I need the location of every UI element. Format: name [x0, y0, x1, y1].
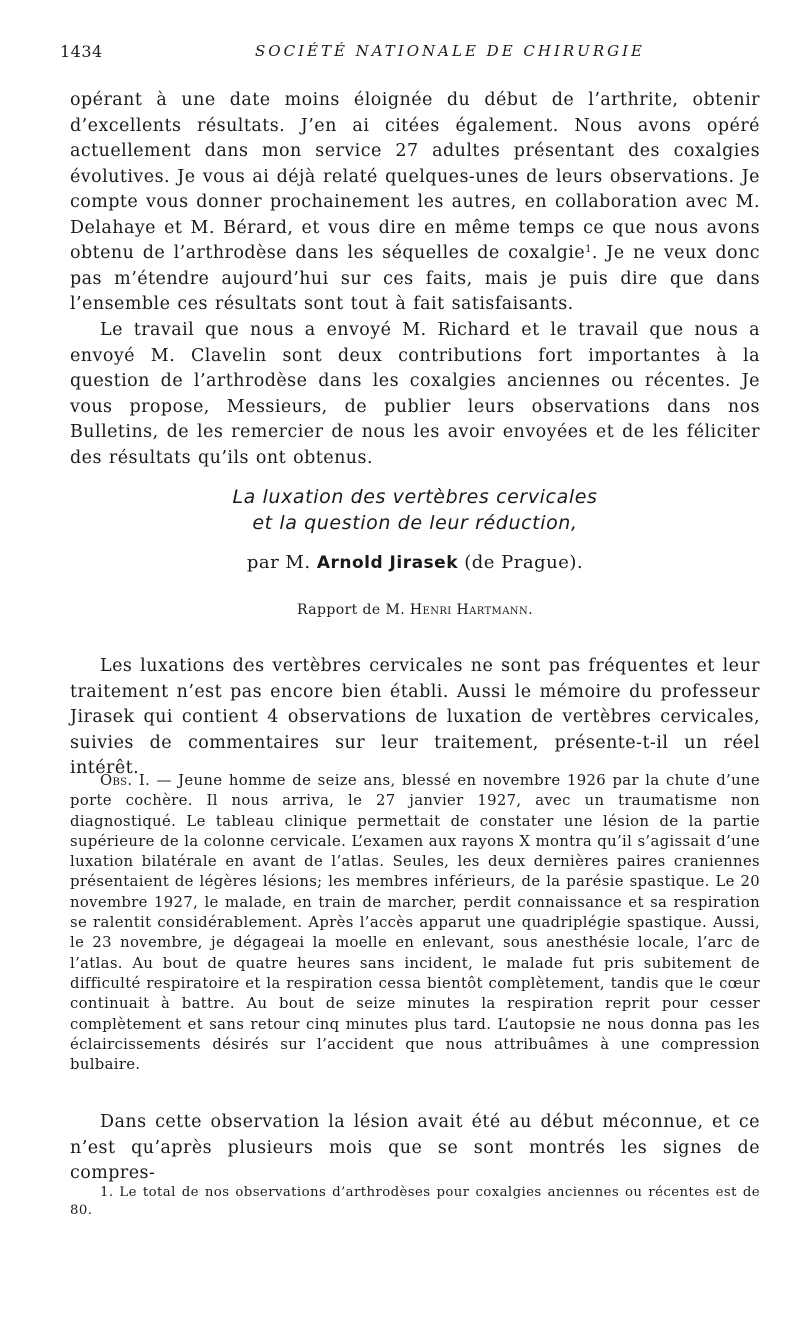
- report-prefix: Rapport de M.: [297, 602, 406, 618]
- footnote-reference: 1: [585, 244, 592, 255]
- article-title-line-1: La luxation des vertèbres cervicales: [232, 486, 598, 508]
- footnote: 1. Le total de nos observations d’arthrodèses pour coxalgies anciennes ou récentes est de 80.: [70, 1185, 760, 1218]
- paragraph-introduction: Les luxations des vertèbres cervicales ne sont pas fréquentes et leur traitement n’est pas encore bien établi. Aussi le mémoire du professeur Jirasek qui contient 4 observations de luxation de vertèbres cervicales, suivies de commentaires sur leur traitement, présente-t-il un réel intérêt.: [70, 656, 760, 778]
- article-title-line-2: et la question de leur réduction,: [252, 512, 578, 534]
- paragraph-continuation: [70, 88, 760, 318]
- paragraph-text-end: . Je ne veux donc pas m’étendre aujourd’hui sur ces faits, mais je puis dire que dans l’ensemble ces résultats sont tout à fait satisfaisants.: [70, 243, 761, 314]
- paragraph-conclusion: Le travail que nous a envoyé M. Richard et le travail que nous a envoyé M. Clavelin sont deux contributions fort importantes à la question de l’arthrodèse dans les coxalgies anciennes ou récentes. Je vous propose, Messieurs, de publier leurs observations dans nos Bulletins, de les remercier de nous les avoir envoyées et de les féliciter des résultats qu’ils ont obtenus.: [70, 320, 760, 468]
- observation-text: — Jeune homme de seize ans, blessé en novembre 1926 par la chute d’une porte cochère. Il nous arriva, le 27 janvier 1927, avec un traumatisme non diagnostiqué. Le tableau clinique permettait de constater une lésion de la partie supérieure de la colonne cervicale. L’examen aux rayons X montra qu’il s’agissait d’une luxation bilatérale en avant de l’atlas. Seules, les deux dernières paires craniennes présentaient de légères lésions; les membres inférieurs, de la parésie spastique. Le 20 novembre 1927, le malade, en train de marcher, perdit connaissance et sa respiration se ralentit considérablement. Après l’accès apparut une quadriplégie spastique. Aussi, le 23 novembre, je dégageai la moelle en enlevant, sous anesthésie locale, l’arc de l’atlas. Au bout de quatre heures sans incident, le malade fut pris subitement de difficulté respiratoire et la respiration cessa bientôt complètement, tandis que le cœur continuait à battre. Au bout de seize minutes la respiration reprit pour cesser complètement et sans retour cinq minutes plus tard. L’autopsie ne nous donna pas les éclaircissements désirés sur l’accident que nous attribuâmes à une compression bulbaire.: [70, 772, 760, 1074]
- running-header: [60, 42, 760, 66]
- page-number: 1434: [60, 42, 103, 61]
- observation-label: Obs. I.: [100, 772, 151, 789]
- observation-1: [70, 771, 760, 1075]
- reporter-name: Henri Hartmann.: [409, 602, 533, 618]
- paragraph-text: opérant à une date moins éloignée du début de l’arthrite, obtenir d’excellents résultats. J’en ai citées également. Nous avons opéré actuellement dans mon service 27 adultes présentant des coxalgies évolutives. Je vous ai déjà relaté quelques-unes de leurs observations. Je compte vous donner prochainement les autres, en collaboration avec M. Delahaye et M. Bérard, et vous dire en même temps ce que nous avons obtenu de l’arthrodèse dans les séquelles de coxalgie: [70, 90, 760, 263]
- byline-prefix: par M.: [246, 552, 311, 573]
- article-byline: [70, 552, 760, 573]
- running-title: SOCIÉTÉ NATIONALE DE CHIRURGIE: [255, 42, 645, 60]
- author-origin: (de Prague).: [464, 552, 584, 573]
- report-line: [70, 602, 760, 618]
- article-title: [70, 484, 760, 536]
- paragraph-discussion: Dans cette observation la lésion avait été au début méconnue, et ce n’est qu’après plusieurs mois que se sont montrés les signes de compres-: [70, 1112, 760, 1183]
- author-name: Arnold Jirasek: [316, 553, 459, 573]
